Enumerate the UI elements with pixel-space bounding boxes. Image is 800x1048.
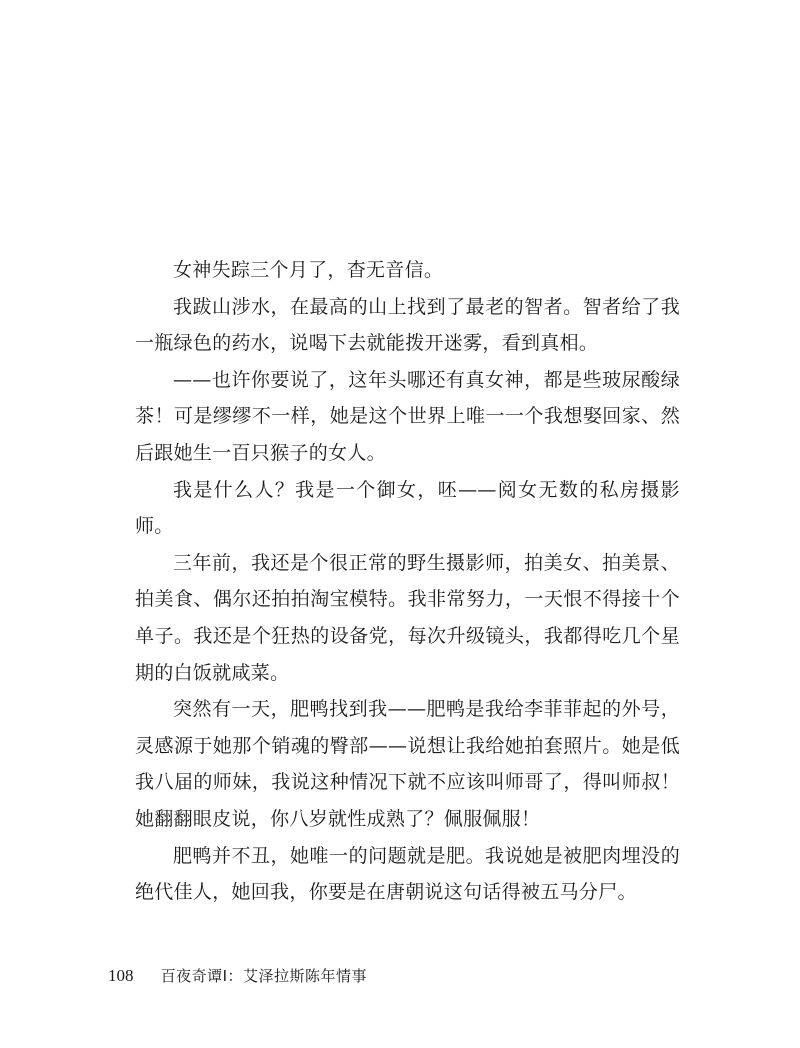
paragraph: ——也许你要说了，这年头哪还有真女神，都是些玻尿酸绿茶！可是缪缪不一样，她是这个世界上唯一一个我想娶回家、然后跟她生一百只猴子的女人。 bbox=[135, 368, 680, 464]
paragraph: 三年前，我还是个很正常的野生摄影师，拍美女、拍美景、拍美食、偶尔还拍拍淘宝模特。我非常努力，一天恨不得接十个单子。我还是个狂热的设备党，每次升级镜头，我都得吃几个星期的白饭就咸菜。 bbox=[135, 551, 680, 684]
running-title: 百夜奇谭Ⅰ：艾泽拉斯陈年情事 bbox=[160, 967, 368, 985]
paragraph: 女神失踪三个月了，杳无音信。 bbox=[173, 259, 444, 281]
page-footer bbox=[108, 964, 367, 988]
page-number: 108 bbox=[108, 966, 134, 985]
paragraph: 我跋山涉水，在最高的山上找到了最老的智者。智者给了我一瓶绿色的药水，说喝下去就能拨开迷雾，看到真相。 bbox=[135, 295, 680, 355]
paragraph: 我是什么人？我是一个御女，呸——阅女无数的私房摄影师。 bbox=[135, 478, 680, 538]
chapter-body bbox=[135, 252, 680, 911]
paragraph: 肥鸭并不丑，她唯一的问题就是肥。我说她是被肥肉埋没的绝代佳人，她回我，你要是在唐朝说这句话得被五马分尸。 bbox=[135, 844, 680, 904]
paragraph: 突然有一天，肥鸭找到我——肥鸭是我给李菲菲起的外号，灵感源于她那个销魂的臀部——说想让我给她拍套照片。她是低我八届的师妹，我说这种情况下就不应该叫师哥了，得叫师叔！她翻翻眼皮说，你八岁就性成熟了？佩服佩服！ bbox=[135, 698, 680, 830]
